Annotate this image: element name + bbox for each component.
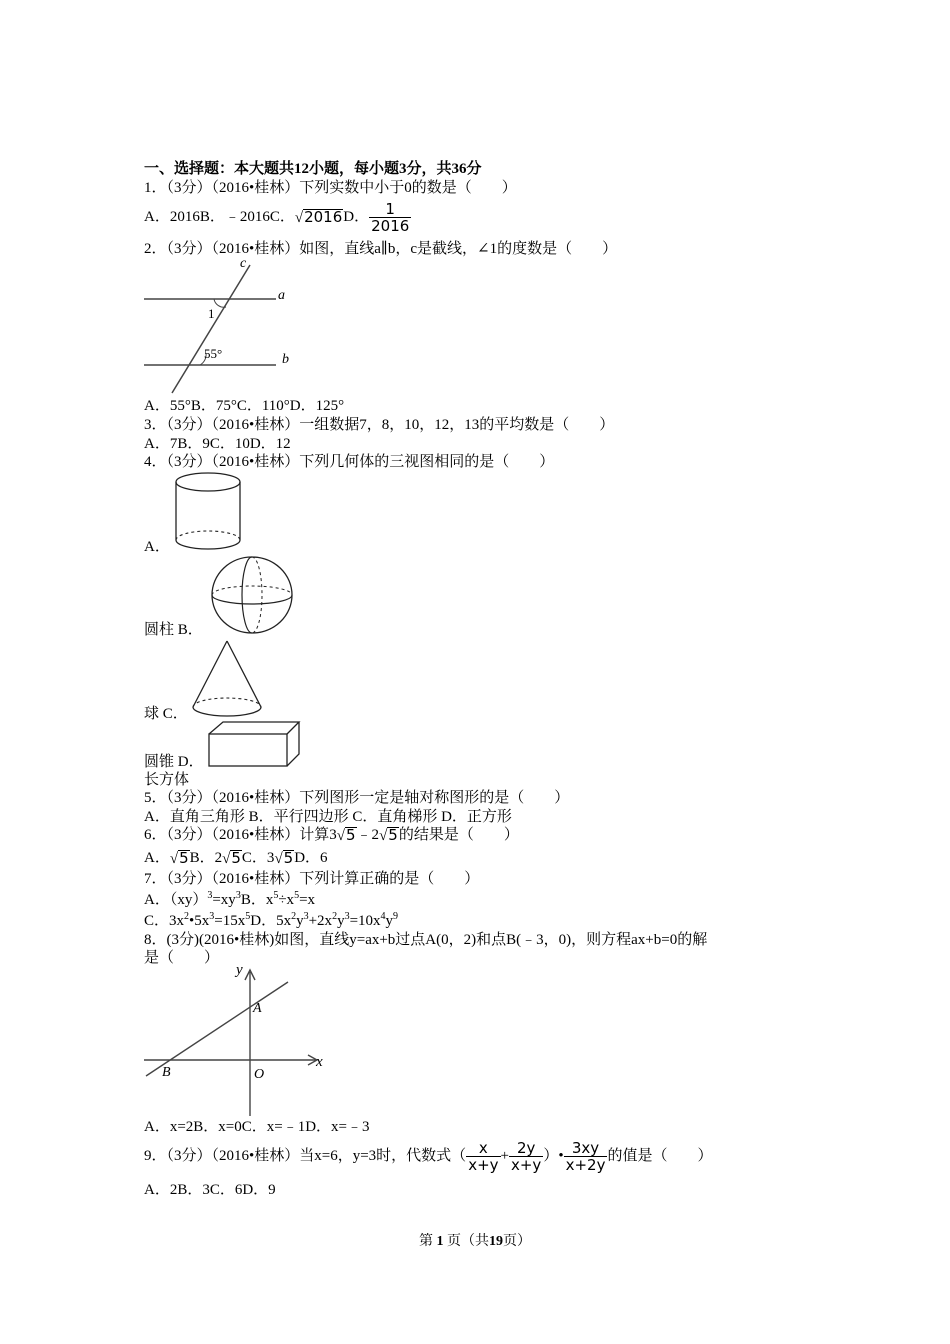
q5-stem: 5．（3分）（2016•桂林）下列图形一定是轴对称图形的是（ ） bbox=[144, 790, 570, 806]
q7-cd-s11: 2 bbox=[332, 911, 338, 922]
q7-cd-s13: 3 bbox=[344, 911, 350, 922]
q9-frac-1-den: x+y bbox=[468, 1156, 499, 1175]
q8-axis-y-label: y bbox=[236, 962, 243, 978]
q3-options: A．7B．9C．10D．12 bbox=[144, 436, 291, 452]
q2-fig-label-b: b bbox=[282, 352, 289, 367]
q1-fraction bbox=[369, 201, 411, 234]
q2-figure bbox=[140, 255, 300, 397]
q6-opt-b: B．2 bbox=[189, 850, 223, 866]
q9-frac-1-num: x bbox=[466, 1140, 500, 1157]
q7-ab-s3: 3 bbox=[235, 890, 241, 901]
q6-opt-d: D．6 bbox=[294, 850, 328, 866]
q1-stem: 1．（3分）（2016•桂林）下列实数中小于0的数是（ ） bbox=[144, 180, 517, 196]
q9-frac-3-den: x+2y bbox=[565, 1156, 606, 1175]
q8-axis-x-label: x bbox=[316, 1054, 323, 1070]
q7-ab-t8: =x bbox=[299, 892, 316, 908]
q7-ab-t4: B．x bbox=[240, 892, 274, 908]
q7-cd-s7: 2 bbox=[291, 911, 297, 922]
q7-ab-t0: A．（xy） bbox=[144, 892, 208, 908]
q7-cd-s15: 4 bbox=[380, 911, 386, 922]
q6-opt-a: A． bbox=[144, 850, 170, 866]
q7-cd-s17: 9 bbox=[393, 911, 399, 922]
q1-frac-num: 1 bbox=[369, 201, 411, 218]
footer-page-number: 1 bbox=[436, 1234, 444, 1249]
q6-opt-b-radicand: 5 bbox=[231, 848, 241, 867]
q1-radicand: 2016 bbox=[304, 207, 343, 226]
q6-opt-c-radical: √5 bbox=[274, 848, 294, 867]
q6-opt-b-radical: √5 bbox=[222, 848, 241, 867]
q6-options bbox=[144, 849, 328, 868]
q2-fig-label-1: 1 bbox=[208, 306, 215, 321]
q7-cd-s1: 2 bbox=[184, 911, 190, 922]
q6-radical-2: √5 bbox=[379, 825, 398, 844]
q6-opt-c-radicand: 5 bbox=[283, 848, 294, 867]
q7-ab-t2: =xy bbox=[212, 892, 236, 908]
q6-opt-c: C．3 bbox=[241, 850, 275, 866]
q6-opt-a-radicand: 5 bbox=[179, 848, 189, 867]
q9-frac-2-den: x+y bbox=[510, 1156, 542, 1175]
q9-stem bbox=[144, 1138, 712, 1174]
cuboid-figure bbox=[207, 720, 303, 770]
cylinder-figure bbox=[172, 470, 244, 554]
q7-ab-s7: 5 bbox=[294, 890, 300, 901]
q7-cd-s5: 5 bbox=[245, 911, 251, 922]
q1-option-d-label: D． bbox=[343, 208, 370, 225]
q2-options: A．55°B．75°C．110°D．125° bbox=[144, 398, 345, 414]
q7-cd-t4: =15x bbox=[214, 913, 246, 929]
q3-stem: 3．（3分）（2016•桂林）一组数据7，8，10，12，13的平均数是（ ） bbox=[144, 417, 615, 433]
q8-origin-label: O bbox=[254, 1067, 265, 1082]
q7-cd-t16: y bbox=[385, 913, 394, 929]
q9-options: A．2B．3C．6D．9 bbox=[144, 1182, 276, 1198]
q4-option-a: A． bbox=[144, 539, 170, 555]
q9-frac-3-num: 3xy bbox=[564, 1140, 608, 1157]
q7-cd-t12: y bbox=[337, 913, 345, 929]
q6-opt-a-radical: √5 bbox=[169, 848, 189, 867]
q7-ab-s1: 3 bbox=[207, 890, 213, 901]
q8-stem-line1: 8．(3分)(2016•桂林)如图，直线y=ax+b过点A(0，2)和点B(﹣3，0)，则方程ax+b=0的解 bbox=[144, 932, 708, 948]
q9-frac-1 bbox=[466, 1140, 500, 1173]
q6-radicand-2: 5 bbox=[388, 825, 398, 844]
cone-figure bbox=[188, 637, 266, 721]
section-title: 一、选择题：本大题共12小题，每小题3分，共36分 bbox=[144, 161, 482, 177]
q7-cd-t2: •5x bbox=[189, 913, 210, 929]
q7-cd-t6: D．5x bbox=[250, 913, 292, 929]
q6-stem bbox=[144, 826, 519, 845]
q7-cd-s9: 3 bbox=[303, 911, 309, 922]
q2-fig-label-c: c bbox=[240, 256, 247, 271]
q8-stem-line2: 是（ ） bbox=[144, 950, 220, 966]
q8-options: A．x=2B．x=0C．x=﹣1D．x=﹣3 bbox=[144, 1119, 370, 1135]
q7-cd-t14: =10x bbox=[349, 913, 381, 929]
q9-close-dot: ）• bbox=[543, 1148, 564, 1164]
q4-option-c: 球 C． bbox=[144, 706, 188, 722]
q6-radical-1: √5 bbox=[336, 825, 356, 844]
q8-point-b-label: B bbox=[162, 1065, 171, 1080]
q6-radicand-1: 5 bbox=[346, 825, 356, 844]
q7-cd-t0: C．3x bbox=[144, 913, 185, 929]
q8-graph bbox=[140, 958, 340, 1118]
footer-total-pages: 19 bbox=[489, 1234, 503, 1249]
q4-option-b: 圆柱 B． bbox=[144, 622, 203, 638]
q9-frac-2-num: 2y bbox=[509, 1140, 543, 1157]
footer-mid: 页（共 bbox=[447, 1234, 489, 1249]
q1-radical: √2016 bbox=[294, 207, 343, 226]
q8-point-a-label: A bbox=[253, 1001, 262, 1016]
q6-stem-pre: 6．（3分）（2016•桂林）计算3 bbox=[144, 827, 337, 843]
q7-cd-t10: +2x bbox=[308, 913, 333, 929]
q2-stem: 2．（3分）（2016•桂林）如图，直线a∥b，c是截线，∠1的度数是（ ） bbox=[144, 241, 618, 257]
q7-options-cd bbox=[144, 912, 398, 930]
footer-pre: 第 bbox=[419, 1234, 433, 1249]
q7-options-ab bbox=[144, 891, 315, 909]
q9-frac-3 bbox=[564, 1140, 608, 1173]
q6-stem-post: 的结果是（ ） bbox=[398, 827, 519, 843]
q7-stem: 7．（3分）（2016•桂林）下列计算正确的是（ ） bbox=[144, 871, 480, 887]
q7-cd-s3: 3 bbox=[209, 911, 215, 922]
sphere-figure bbox=[207, 555, 297, 639]
q2-fig-label-angle: 55° bbox=[204, 346, 223, 361]
q9-stem-pre: 9．（3分）（2016•桂林）当x=6，y=3时，代数式（ bbox=[144, 1148, 467, 1164]
q4-option-d: 圆锥 D． bbox=[144, 754, 204, 770]
q9-stem-post: 的值是（ ） bbox=[607, 1148, 713, 1164]
q7-cd-t8: y bbox=[296, 913, 304, 929]
q9-frac-2 bbox=[509, 1140, 543, 1173]
page-footer bbox=[0, 1230, 950, 1250]
q5-options: A．直角三角形 B．平行四边形 C．直角梯形 D．正方形 bbox=[144, 809, 512, 825]
q1-options bbox=[144, 201, 411, 234]
q4-option-end: 长方体 bbox=[144, 772, 190, 788]
q1-frac-den: 2016 bbox=[371, 217, 410, 235]
q7-ab-t6: ÷x bbox=[278, 892, 295, 908]
q7-ab-s5: 5 bbox=[273, 890, 279, 901]
footer-post: 页） bbox=[503, 1234, 531, 1249]
q6-stem-mid: ﹣2 bbox=[356, 827, 380, 843]
q2-fig-label-a: a bbox=[278, 288, 285, 303]
q9-plus: + bbox=[500, 1148, 509, 1164]
q1-options-ab: A．2016B．﹣2016C． bbox=[144, 208, 295, 225]
q4-stem: 4．（3分）（2016•桂林）下列几何体的三视图相同的是（ ） bbox=[144, 454, 555, 470]
